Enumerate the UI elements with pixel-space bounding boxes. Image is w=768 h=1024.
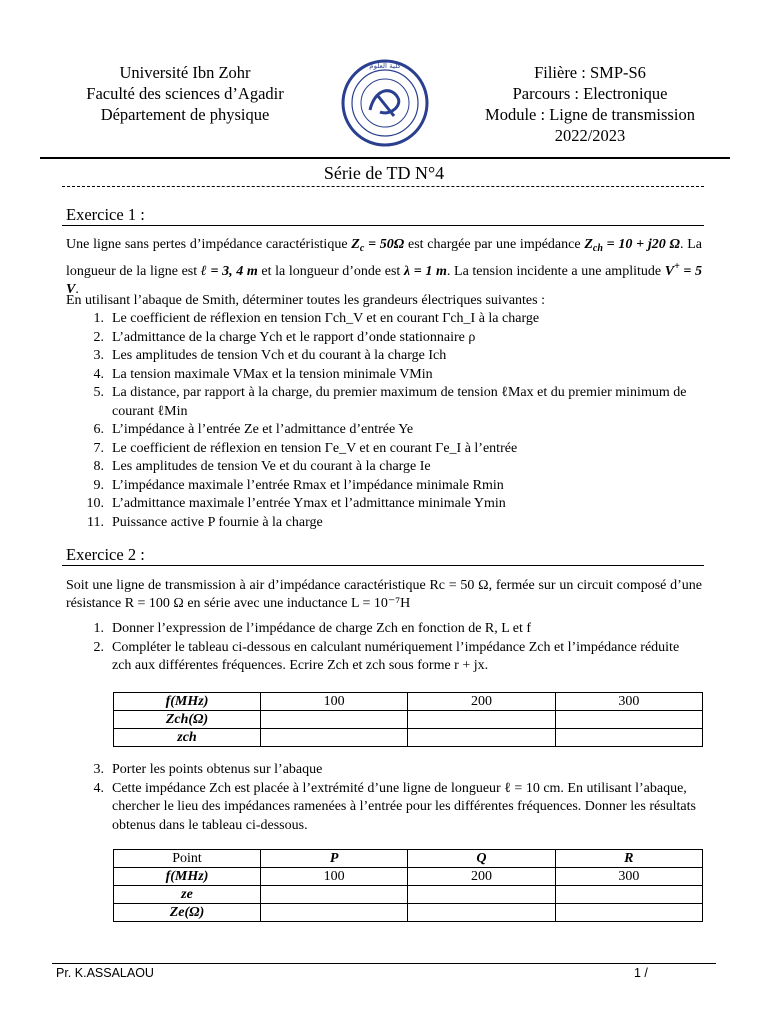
table-cell [261,729,408,747]
table-row [114,868,703,886]
table-row [114,729,703,747]
table-cell: 200 [408,693,555,711]
table-cell: Zch(Ω) [114,711,261,729]
table-cell [555,711,702,729]
exercise-1-rule [62,225,704,226]
table-cell: Point [114,850,261,868]
list-item: 4. La tension maximale VMax et la tension minimale VMin [93,366,433,382]
footer-divider [52,963,716,964]
table-cell: 300 [555,693,702,711]
exercise-1-questions [66,310,702,532]
table-cell: P [261,850,408,868]
university-name: Université Ibn Zohr [119,63,251,82]
parcours-label: Parcours : Electronique [512,84,668,103]
table-cell: Q [408,850,555,868]
list-item: 11. Puissance active P fournie à la charge [87,514,323,530]
table-cell: ze [114,886,261,904]
dashed-divider [62,186,704,187]
results-table [113,849,703,922]
institution-block [60,62,310,125]
frequency-table [113,692,703,747]
table-cell: 100 [261,693,408,711]
exercise-1-statement: Une ligne sans pertes d’impédance caractéristique $Z_c = 50\Omega$ est chargée par une impédance $Z_{ch} = 10 + j20$ Ω. La longueur de la ligne est ℓ = 3, 4 m et la longueur d’onde est λ = 1 m. La tension incidente a une amplitude V+ = 5 V. [66,237,702,297]
list-item: 5. La distance, par rapport à la charge, du premier maximum de tension ℓMax et du premier minimum de courant ℓMin [93,385,687,419]
exercise-2-statement: Soit une ligne de transmission à air d’impédance caractéristique Rc = 50 Ω, fermée sur un circuit composé d’une résistance R = 100 Ω en série avec une inductance L = 10⁻⁷H [66,578,702,611]
table-cell [261,904,408,922]
logo-arabic-text: كلية العلوم [369,62,401,70]
list-item: 8. Les amplitudes de tension Ve et du courant à la charge Ie [93,459,431,474]
list-item: 4. Cette impédance Zch est placée à l’extrémité d’une ligne de longueur ℓ = 10 cm. En utilisant l’abaque, chercher le lieu des impédances ramenées à l’entrée pour les différentes fréquences. Donner les résultats obtenus dans le tableau ci-dessous. [93,780,696,833]
table-cell: 100 [261,868,408,886]
table-cell: Ze(Ω) [114,904,261,922]
table-cell [555,729,702,747]
list-item: 2. Compléter le tableau ci-dessous en calculant numériquement l’impédance Zch et l’impédance réduite zch aux différentes fréquences. Ecrire Zch et zch sous forme r + jx. [93,639,680,673]
page-number: 1 / [634,966,648,980]
table-cell: R [555,850,702,868]
table-cell: 200 [408,868,555,886]
table-row [114,693,703,711]
course-info-block [445,62,735,146]
list-item: 2. L’admittance de la charge Ych et le rapport d’onde stationnaire ρ [93,329,476,345]
table-cell [555,904,702,922]
table-cell [408,904,555,922]
list-item: 6. L’impédance à l’entrée Ze et l’admittance d’entrée Ye [93,422,414,437]
table-cell [408,729,555,747]
table-cell [408,711,555,729]
list-item: 10. L’admittance maximale l’entrée Ymax et l’admittance minimale Ymin [86,496,506,511]
header-divider [40,157,730,159]
table-row [114,904,703,922]
footer-author: Pr. K.ASSALAOU [56,966,154,980]
table-cell [408,886,555,904]
table-cell: 300 [555,868,702,886]
university-logo [340,58,430,148]
table-cell: zch [114,729,261,747]
exercise-2-rule [62,565,704,566]
exercise-1-instruction: En utilisant l’abaque de Smith, déterminer toutes les grandeurs électriques suivantes : [66,293,545,308]
list-item: 7. Le coefficient de réflexion en tension Γe_V et en courant Γe_I à l’entrée [93,440,518,456]
serie-title: Série de TD N°4 [323,163,445,183]
list-item: 3. Porter les points obtenus sur l’abaque [93,762,323,777]
module-label: Module : Ligne de transmission [485,105,695,124]
table-cell [261,711,408,729]
exercise-2-title: Exercice 2 : [66,545,145,564]
exercise-2-questions-a [66,620,702,676]
faculty-name: Faculté des sciences d’Agadir [86,84,284,103]
table-row [114,850,703,868]
list-item: 3. Les amplitudes de tension Vch et du courant à la charge Ich [93,348,447,363]
academic-year: 2022/2023 [554,126,626,145]
department-name: Département de physique [100,105,270,124]
exercise-2-questions-b [66,761,702,835]
table-cell [261,886,408,904]
exercise-1-title: Exercice 1 : [66,205,145,224]
table-row [114,711,703,729]
filiere-label: Filière : SMP-S6 [534,63,646,82]
list-item: 1. Donner l’expression de l’impédance de charge Zch en fonction de R, L et f [93,621,532,636]
table-cell [555,886,702,904]
list-item: 1. Le coefficient de réflexion en tension Γch_V et en courant Γch_I à la charge [93,311,540,326]
table-cell: f(MHz) [114,693,261,711]
list-item: 9. L’impédance maximale l’entrée Rmax et l’impédance minimale Rmin [93,477,504,493]
table-cell: f(MHz) [114,868,261,886]
table-row [114,886,703,904]
